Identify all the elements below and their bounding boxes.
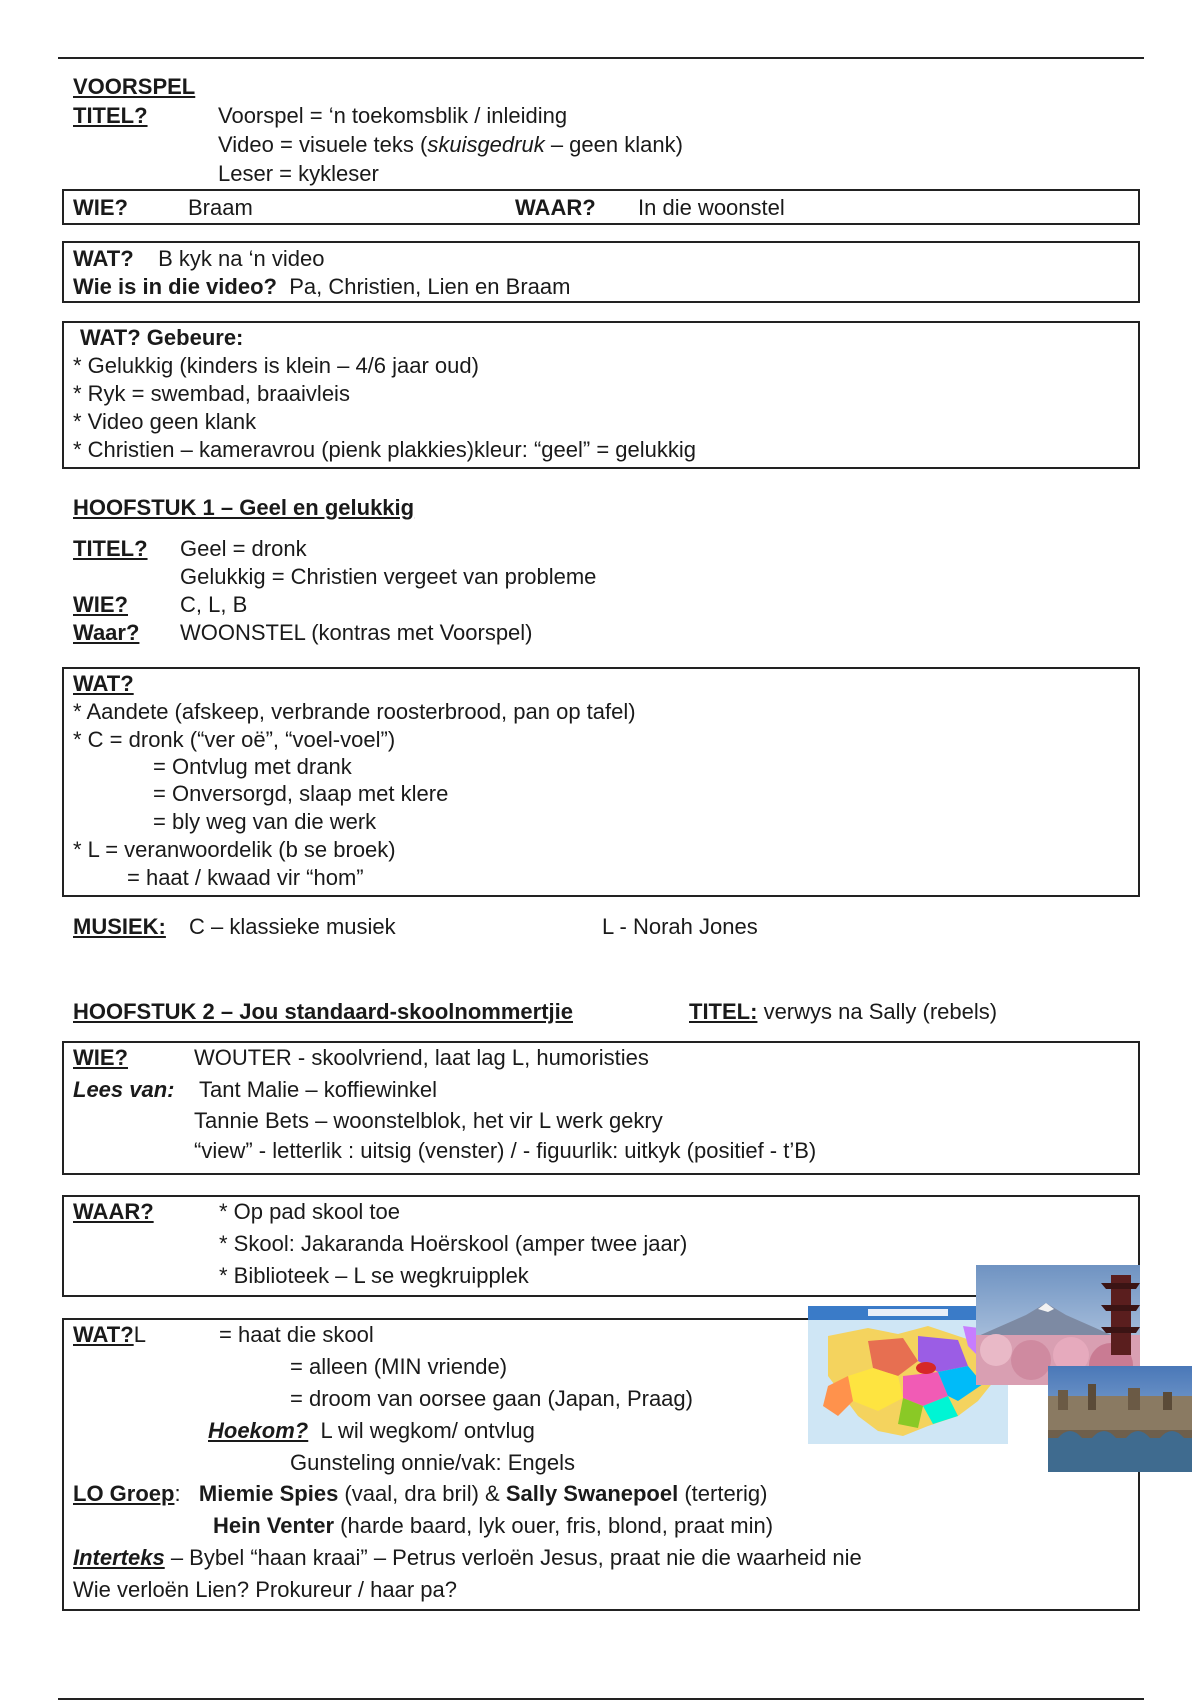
waar-item: * Biblioteek – L se wegkruipplek — [219, 1263, 529, 1288]
h1-wat-line: = haat / kwaad vir “hom” — [127, 865, 364, 890]
lees-line: Tant Malie – koffiewinkel — [199, 1077, 438, 1102]
voorspel-heading: VOORSPEL — [73, 74, 196, 99]
h2-wie-value: WOUTER - skoolvriend, laat lag L, humoristies — [194, 1045, 649, 1070]
voorspel-titel-line: Voorspel = ‘n toekomsblik / inleiding — [218, 103, 568, 128]
lo-groep-line: LO Groep: Miemie Spies (vaal, dra bril) & Sally Swanepoel (terterig) — [73, 1481, 768, 1506]
gunsteling-line: Gunsteling onnie/vak: Engels — [290, 1450, 575, 1475]
voorspel-video-line: Video = visuele teks (skuisgedruk – geen klank) — [218, 132, 683, 157]
h2-wat-label: WAT?L — [73, 1322, 146, 1347]
gebeure-heading: WAT? Gebeure: — [80, 325, 244, 350]
gebeure-item: * Gelukkig (kinders is klein – 4/6 jaar oud) — [73, 353, 479, 378]
h1-wat-line: * Aandete (afskeep, verbrande roosterbrood, pan op tafel) — [73, 699, 636, 724]
h1-wat-line: * L = veranwoordelik (b se broek) — [73, 837, 396, 862]
lees-label: Lees van: — [73, 1077, 175, 1102]
gebeure-item: * Christien – kameravrou (pienk plakkies)kleur: “geel” = gelukkig — [73, 437, 696, 462]
interteks-line: Interteks – Bybel “haan kraai” – Petrus verloën Jesus, praat nie die waarheid nie — [73, 1545, 862, 1570]
h1-titel-label: TITEL? — [73, 536, 148, 561]
voorspel-wat-box — [62, 241, 1140, 303]
h1-wat-line: = Onversorgd, slaap met klere — [153, 781, 449, 806]
h2-titel-line: TITEL: verwys na Sally (rebels) — [689, 999, 998, 1024]
h1-wat-line: = bly weg van die werk — [153, 809, 377, 834]
hoofstuk-1-heading: HOOFSTUK 1 – Geel en gelukkig — [73, 495, 415, 520]
h1-wat-line: = Ontvlug met drank — [153, 754, 352, 779]
voorspel-titel-label: TITEL? — [73, 103, 148, 128]
h2-wat-line: = alleen (MIN vriende) — [290, 1354, 508, 1379]
h2-wie-label: WIE? — [73, 1045, 128, 1070]
waar-label: WAAR? — [515, 195, 596, 220]
h2-wie-box — [62, 1041, 1140, 1175]
hein-line: Hein Venter (harde baard, lyk ouer, fris, blond, praat min) — [213, 1513, 774, 1538]
h2-wat-line: = haat die skool — [219, 1322, 374, 1347]
waar-value: In die woonstel — [638, 195, 785, 220]
lees-line: Tannie Bets – woonstelblok, het vir L werk gekry — [194, 1108, 663, 1133]
musiek-l: L - Norah Jones — [602, 914, 758, 939]
gebeure-item: * Video geen klank — [73, 409, 257, 434]
musiek-label: MUSIEK: — [73, 914, 166, 939]
wie-video-line: Wie is in die video? Pa, Christien, Lien en Braam — [73, 274, 571, 299]
gebeure-item: * Ryk = swembad, braaivleis — [73, 381, 350, 406]
voorspel-wie-waar-box — [62, 189, 1140, 225]
prague-bridge-image — [1048, 1366, 1192, 1472]
h2-waar-label: WAAR? — [73, 1199, 154, 1224]
h1-wie-label: WIE? — [73, 592, 128, 617]
voorspel-gebeure-box — [62, 321, 1140, 469]
lees-line: “view” - letterlik : uitsig (venster) / - figuurlik: uitkyk (positief - t’B) — [194, 1138, 817, 1163]
h2-wat-line: = droom van oorsee gaan (Japan, Praag) — [290, 1386, 693, 1411]
h1-waar-label: Waar? — [73, 620, 140, 645]
top-rule — [58, 57, 1144, 59]
h1-wat-line: * C = dronk (“ver oë”, “voel-voel”) — [73, 727, 396, 752]
h1-waar-value: WOONSTEL (kontras met Voorspel) — [180, 620, 533, 645]
wat-line: WAT? B kyk na ‘n video — [73, 246, 325, 271]
waar-item: * Skool: Jakaranda Hoërskool (amper twee jaar) — [219, 1231, 688, 1256]
h1-wat-box — [62, 667, 1140, 897]
waar-item: * Op pad skool toe — [219, 1199, 401, 1224]
wie-label: WIE? — [73, 195, 128, 220]
hoofstuk-2-heading: HOOFSTUK 2 – Jou standaard-skoolnommertjie — [73, 999, 573, 1024]
h1-titel-line: Gelukkig = Christien vergeet van probleme — [180, 564, 597, 589]
last-line: Wie verloën Lien? Prokureur / haar pa? — [73, 1577, 457, 1602]
wie-value: Braam — [188, 195, 253, 220]
voorspel-leser-line: Leser = kykleser — [218, 161, 379, 186]
h1-titel-line: Geel = dronk — [180, 536, 307, 561]
musiek-c: C – klassieke musiek — [189, 914, 396, 939]
h1-wie-value: C, L, B — [180, 592, 248, 617]
hoekom-line: Hoekom? L wil wegkom/ ontvlug — [208, 1418, 535, 1443]
h1-wat-label: WAT? — [73, 671, 134, 696]
